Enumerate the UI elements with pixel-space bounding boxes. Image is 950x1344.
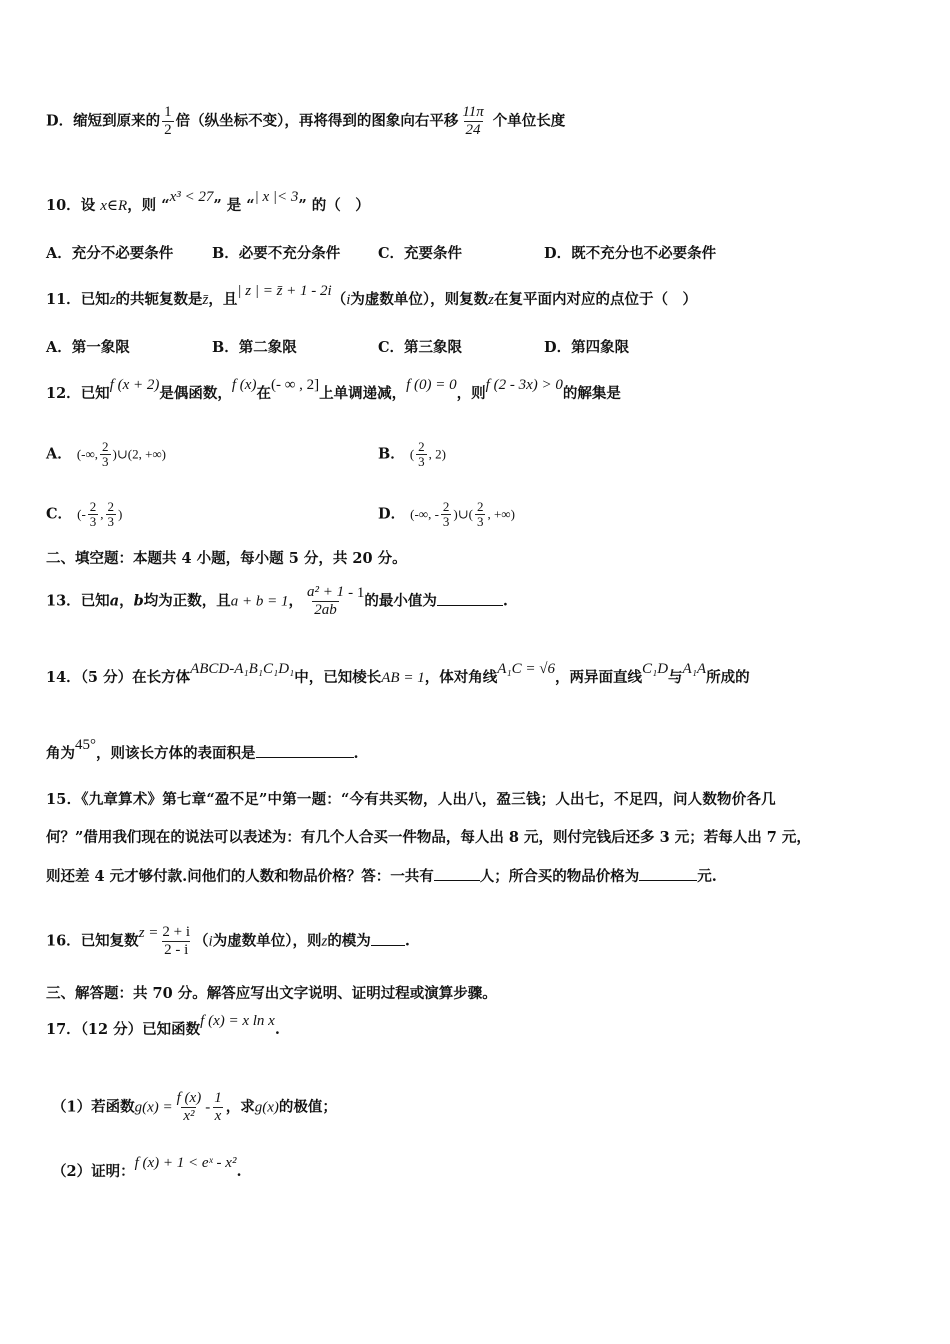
option-label: C．	[46, 505, 73, 523]
math-part: (-	[77, 506, 86, 522]
math-expr: z	[488, 292, 494, 308]
text: ，求	[225, 1098, 255, 1116]
math-part: )∪(	[453, 506, 473, 522]
text: （	[331, 291, 347, 308]
question-number: 17．	[46, 1021, 81, 1038]
math-expr: z	[109, 292, 116, 308]
math-part: ,	[100, 506, 104, 522]
question-17	[46, 1013, 280, 1040]
text: ，体对角线	[424, 669, 498, 686]
text: 则还差 4 元才够付款.问他们的人数和物品价格？答：一共有	[46, 868, 434, 885]
fraction	[305, 584, 346, 619]
text: 的最小值为	[364, 592, 437, 610]
text: ，	[119, 592, 134, 610]
denominator: 2	[164, 122, 172, 138]
text: 已知	[80, 592, 110, 610]
q12-option-d	[378, 500, 515, 529]
text: 均为正数，且	[143, 592, 231, 610]
math-expr: ABCD-A₁B₁C₁D₁	[190, 661, 295, 677]
text: .	[274, 1021, 280, 1038]
question-10	[46, 189, 370, 216]
fraction	[441, 500, 452, 529]
q10-option-b: B．必要不充分条件	[212, 245, 341, 262]
denominator: 3	[442, 514, 450, 529]
var-b: b	[133, 592, 144, 610]
text: 人；所合买的物品价格为	[479, 868, 640, 885]
denominator: 3	[418, 454, 425, 469]
text: 缩短到原来的	[73, 112, 161, 130]
option-label: D．	[378, 505, 406, 523]
math-expr: f (0) = 0	[406, 377, 457, 393]
denominator: 3	[89, 514, 97, 529]
question-14-line-2	[46, 737, 359, 764]
text: .	[353, 745, 359, 762]
text: 为虚数单位），则复数	[350, 291, 489, 308]
q11-option-b: B．第二象限	[212, 339, 297, 356]
math-part: (-∞,	[76, 446, 99, 462]
math-expr: z =	[138, 924, 159, 941]
text: 的解集是	[562, 385, 621, 402]
question-12	[46, 377, 621, 404]
question-15-line-3	[46, 866, 717, 887]
text: ，两异面直线	[554, 669, 642, 686]
text: 的极值；	[278, 1098, 337, 1116]
math-expr: | z | = z̄ + 1 - 2i	[237, 283, 332, 299]
answer-blank[interactable]	[371, 931, 405, 946]
text: （1）若函数	[52, 1098, 135, 1116]
math-expr: | x |< 3	[254, 189, 299, 205]
fraction	[88, 500, 99, 529]
text: 为虚数单位），则	[212, 932, 322, 950]
math-expr: AB = 1	[381, 670, 425, 686]
math-part: , +∞)	[487, 506, 515, 522]
text: 中，已知棱长	[294, 669, 382, 686]
text: ，	[288, 592, 303, 610]
math-expr: g(x) =	[134, 1099, 173, 1116]
q9-option-d	[46, 104, 565, 139]
question-17-part-1	[52, 1090, 337, 1125]
numerator: 2	[442, 499, 450, 514]
denominator: 2 - i	[164, 942, 189, 958]
math-part: )	[118, 506, 123, 522]
text: .	[404, 932, 410, 950]
option-label: D．	[46, 112, 74, 130]
denominator: 3	[102, 454, 109, 469]
text: .	[236, 1163, 242, 1180]
text: 的模为	[327, 932, 371, 950]
question-14	[46, 661, 750, 688]
math-expr: a + b = 1	[230, 593, 289, 610]
text: 元.	[697, 868, 717, 885]
q10-option-c: C．充要条件	[378, 245, 463, 262]
math-part: )∪(2, +∞)	[112, 446, 166, 462]
text: 已知	[80, 291, 110, 308]
fraction-half	[162, 104, 174, 139]
text: ，则该长方体的表面积是	[96, 745, 256, 762]
answer-blank-price[interactable]	[639, 866, 697, 881]
question-number: 14．	[46, 669, 81, 686]
question-15-line-1: 15．《九章算术》第七章“盈不足”中第一题：“今有共买物，人出八，盈三钱；人出七，不足四，问人数物价各几	[46, 791, 776, 808]
question-13	[46, 584, 508, 619]
math-part: (	[409, 446, 415, 462]
answer-blank[interactable]	[437, 591, 503, 606]
option-label: A．	[46, 445, 72, 463]
text: ，则	[456, 385, 486, 402]
denominator: 3	[107, 514, 115, 529]
numerator: a² + 1	[306, 584, 345, 600]
math-expr: - 1	[348, 584, 365, 601]
denominator: x	[214, 1108, 222, 1124]
numerator: 2	[418, 439, 425, 454]
text: 已知	[80, 385, 110, 402]
numerator: 11π	[462, 104, 484, 120]
math-expr: x³ < 27	[169, 189, 214, 205]
text: （5 分）在长方体	[80, 669, 191, 686]
text: 倍（纵坐标不变），再将得到的图象向右平移	[175, 112, 459, 130]
question-15-line-2: 何？”借用我们现在的说法可以表述为：有几个人合买一件物品，每人出 8 元，则付完钱后还多 3 元；若每人出 7 元，	[46, 829, 811, 846]
option-label: B．	[378, 445, 405, 463]
numerator: 1	[214, 1090, 222, 1106]
math-expr: z̄	[202, 292, 209, 308]
text: 在	[256, 385, 271, 402]
denominator: 24	[465, 122, 481, 138]
text: 的共轭复数是	[115, 291, 203, 308]
question-number: 13．	[46, 592, 81, 610]
fraction	[212, 1090, 224, 1125]
text: 角为	[46, 745, 75, 762]
math-expr: f (2 - 3x) > 0	[485, 377, 563, 393]
text: （2）证明：	[52, 1163, 135, 1180]
text: ” 是 “	[213, 197, 255, 214]
fraction	[160, 924, 192, 959]
math-expr: -	[205, 1099, 211, 1116]
text: （12 分）已知函数	[80, 1021, 201, 1038]
question-11	[46, 283, 697, 310]
text: ，则 “	[127, 197, 170, 214]
numerator: 2	[102, 439, 109, 454]
math-expr: 45°	[75, 737, 96, 753]
question-17-part-2	[52, 1155, 242, 1182]
math-expr: A₁A	[682, 661, 707, 677]
fraction	[475, 500, 486, 529]
text: ，且	[208, 291, 238, 308]
math-expr: i	[346, 292, 351, 308]
fraction-shift	[460, 104, 485, 139]
text: .	[502, 592, 508, 610]
math-expr: f (x)	[231, 377, 257, 393]
text: 设	[80, 197, 96, 214]
q11-option-a: A．第一象限	[46, 339, 130, 356]
math-expr: C₁D	[641, 661, 669, 677]
question-number: 16．	[46, 932, 81, 950]
q10-option-d: D．既不充分也不必要条件	[544, 245, 717, 262]
q12-option-a	[46, 440, 166, 469]
text: 所成的	[706, 669, 750, 686]
math-expr: A₁C = √6	[497, 661, 555, 677]
fraction	[175, 1090, 204, 1125]
section-heading-fill-in: 二、填空题：本题共 4 小题，每小题 5 分，共 20 分。	[46, 550, 407, 567]
numerator: 2	[107, 499, 115, 514]
text: 是偶函数，	[159, 385, 232, 402]
numerator: 1	[164, 104, 172, 120]
math-expr: (- ∞ , 2]	[270, 377, 320, 393]
question-number: 10．	[46, 197, 81, 214]
fraction	[416, 440, 427, 469]
text: 已知复数	[80, 932, 139, 950]
denominator: 3	[476, 514, 484, 529]
math-expr: f (x) = x ln x	[200, 1013, 275, 1029]
q10-option-a: A．充分不必要条件	[46, 245, 174, 262]
text: （	[194, 932, 209, 950]
var-a: a	[109, 592, 120, 610]
denominator: 2ab	[314, 602, 337, 618]
numerator: 2	[89, 499, 97, 514]
math-expr: x∈R	[100, 198, 128, 214]
question-number: 11．	[46, 291, 81, 308]
math-expr: i	[208, 933, 213, 950]
text: 上单调递减，	[319, 385, 407, 402]
q11-option-d: D．第四象限	[544, 339, 630, 356]
fraction	[100, 440, 111, 469]
answer-blank[interactable]	[256, 743, 354, 758]
math-expr: f (x + 2)	[109, 377, 160, 393]
fraction	[106, 500, 117, 529]
question-number: 12．	[46, 385, 81, 402]
text: 与	[668, 669, 683, 686]
text: 个单位长度	[492, 112, 566, 130]
q11-option-c: C．第三象限	[378, 339, 463, 356]
denominator: x²	[183, 1108, 195, 1124]
question-16	[46, 924, 410, 959]
math-part: , 2)	[428, 446, 447, 462]
answer-blank-people[interactable]	[434, 866, 480, 881]
math-expr: g(x)	[254, 1099, 279, 1116]
math-expr: f (x) + 1 < eˣ - x²	[134, 1155, 237, 1171]
text: 在复平面内对应的点位于（ ）	[493, 291, 697, 308]
math-expr: z	[321, 933, 328, 950]
section-heading-solutions: 三、解答题：共 70 分。解答应写出文字说明、证明过程或演算步骤。	[46, 985, 497, 1002]
text: ” 的（ ）	[298, 197, 370, 214]
numerator: 2	[476, 499, 484, 514]
numerator: f (x)	[176, 1090, 202, 1106]
q12-option-c	[46, 500, 122, 529]
math-part: (-∞, -	[410, 506, 439, 522]
numerator: 2 + i	[162, 924, 191, 940]
q12-option-b	[378, 440, 446, 469]
